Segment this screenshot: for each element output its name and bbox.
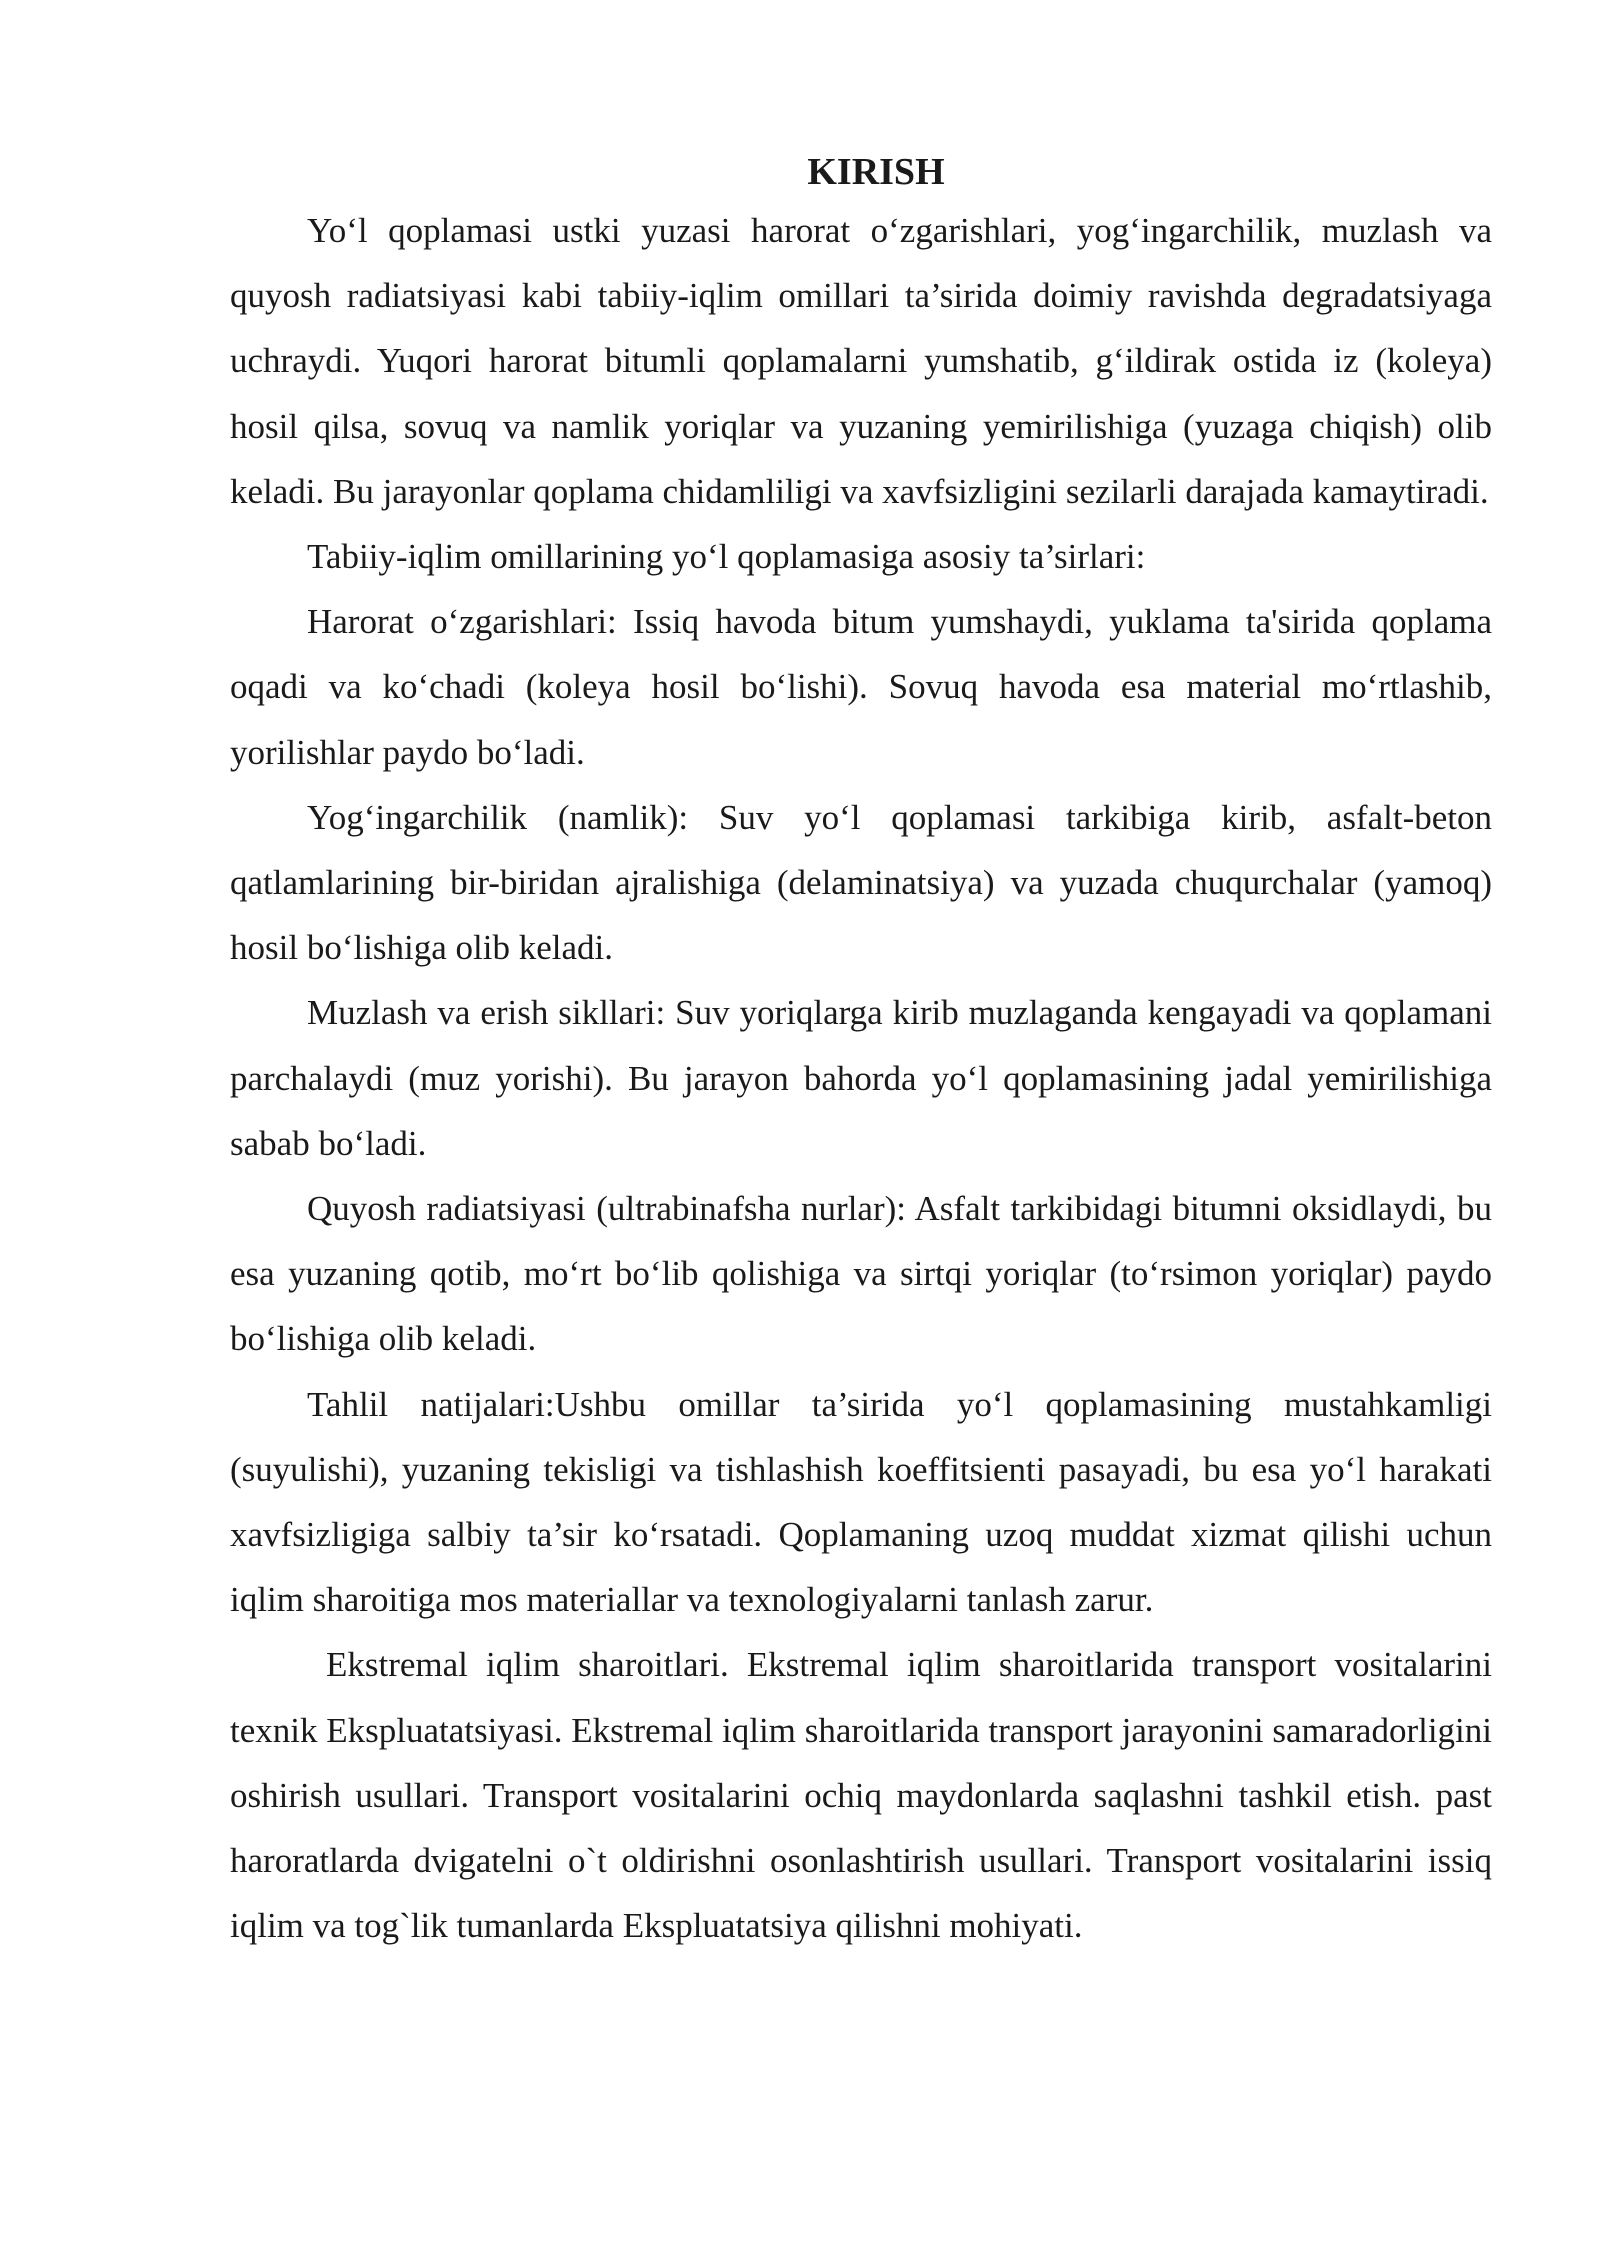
paragraph-intro: Yo‘l qoplamasi ustki yuzasi harorat o‘zgarishlari, yog‘ingarchilik, muzlash va quyosh radiatsiyasi kabi tabiiy-iqlim omillari ta’sirida doimiy ravishda degradatsiyaga uchraydi. Yuqori harorat bitumli qoplamalarni yumshatib, g‘ildirak ostida iz (koleya) hosil qilsa, sovuq va namlik yoriqlar va yuzaning yemirilishiga (yuzaga chiqish) olib keladi. Bu jarayonlar qoplama chidamliligi va xavfsizligini sezilarli darajada kamaytiradi. bbox=[230, 211, 1492, 511]
paragraph-extreme-climate: Ekstremal iqlim sharoitlari. Ekstremal iqlim sharoitlarida transport vositalarini texnik Ekspluatatsiyasi. Ekstremal iqlim sharoitlarida transport jarayonini samaradorligini oshirish usullari. Transport vositalarini ochiq maydonlarda saqlashni tashkil etish. past haroratlarda dvigatelni o`t oldirishni osonlashtirish usullari. Transport vositalarini issiq iqlim va tog`lik tumanlarda Ekspluatatsiya qilishni mohiyati. bbox=[230, 1645, 1492, 1946]
paragraph-freeze-thaw: Muzlash va erish sikllari: Suv yoriqlarga kirib muzlaganda kengayadi va qoplamani parchalaydi (muz yorishi). Bu jarayon bahorda yo‘l qoplamasining jadal yemirilishiga sabab bo‘ladi. bbox=[230, 993, 1492, 1163]
paragraph-temperature: Harorat o‘zgarishlari: Issiq havoda bitum yumshaydi, yuklama ta'sirida qoplama oqadi va ko‘chadi (koleya hosil bo‘lishi). Sovuq havoda esa material mo‘rtlashib, yorilishlar paydo bo‘ladi. bbox=[230, 602, 1492, 772]
paragraph-solar-radiation: Quyosh radiatsiyasi (ultrabinafsha nurlar): Asfalt tarkibidagi bitumni oksidlaydi, bu esa yuzaning qotib, mo‘rt bo‘lib qolishiga va sirtqi yoriqlar (to‘rsimon yoriqlar) paydo bo‘lishiga olib keladi. bbox=[230, 1189, 1492, 1359]
paragraph-analysis-results: Tahlil natijalari:Ushbu omillar ta’sirida yo‘l qoplamasining mustahkamligi (suyulishi), yuzaning tekisligi va tishlashish koeffitsienti pasayadi, bu esa yo‘l harakati xavfsizligiga salbiy ta’sir ko‘rsatadi. Qoplamaning uzoq muddat xizmat qilishi uchun iqlim sharoitiga mos materiallar va texnologiyalarni tanlash zarur. bbox=[230, 1384, 1492, 1620]
document-page bbox=[230, 150, 1492, 1958]
paragraph-precipitation: Yog‘ingarchilik (namlik): Suv yo‘l qoplamasi tarkibiga kirib, asfalt-beton qatlamlarining bir-biridan ajralishiga (delaminatsiya) va yuzada chuqurchalar (yamoq) hosil bo‘lishiga olib keladi. bbox=[230, 797, 1492, 968]
paragraph-main-effects: Tabiiy-iqlim omillarining yo‘l qoplamasiga asosiy ta’sirlari: bbox=[307, 537, 1146, 577]
document-title: KIRISH bbox=[807, 151, 945, 193]
